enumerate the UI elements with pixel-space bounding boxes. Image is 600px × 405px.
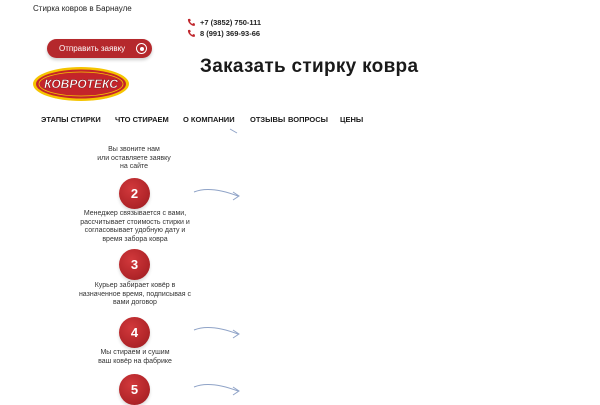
arrow-icon [192, 381, 242, 399]
step-3-circle: 3 [119, 249, 150, 280]
company-logo[interactable] [32, 66, 130, 102]
nav-item-prices[interactable]: ЦЕНЫ [340, 115, 364, 124]
arrow-icon [228, 128, 240, 136]
phone-list [187, 17, 261, 39]
send-request-button[interactable] [47, 39, 152, 58]
top-tagline: Стирка ковров в Барнауле [33, 4, 132, 13]
nav-item-reviews[interactable]: ОТЗЫВЫ [250, 115, 286, 124]
send-request-label: Отправить заявку [59, 44, 126, 53]
section-title: Заказать стирку ковра [200, 56, 419, 77]
nav-item-about[interactable]: О КОМПАНИИ [183, 115, 235, 124]
main-nav [41, 115, 370, 124]
step-2-text: Менеджер связывается с вами, рассчитывает стоимость стирки и согласовывает удобную дату и время забора ковра [80, 210, 190, 243]
phone-item[interactable] [187, 28, 261, 39]
nav-item-what-we-wash[interactable]: ЧТО СТИРАЕМ [115, 115, 169, 124]
step-4-text: Мы стираем и сушим ваш ковёр на фабрике [98, 349, 172, 365]
phone-number-1: +7 (3852) 750-111 [200, 18, 262, 27]
phone-icon [187, 29, 196, 38]
step-2-circle: 2 [119, 178, 150, 209]
step-3-text: Курьер забирает ковёр в назначенное время, подписывая с вами договор [78, 282, 192, 306]
logo-text: КОВРОТЕКС [44, 77, 118, 91]
step-5-circle: 5 [119, 374, 150, 405]
nav-item-questions[interactable]: ВОПРОСЫ [288, 115, 328, 124]
arrow-icon [192, 186, 242, 204]
nav-item-stages[interactable]: ЭТАПЫ СТИРКИ [41, 115, 101, 124]
arrow-icon [192, 324, 242, 342]
phone-icon [187, 18, 196, 27]
step-1-text: Вы звоните нам или оставляете заявку на сайте [97, 146, 171, 170]
phone-item[interactable] [187, 17, 261, 28]
phone-number-2: 8 (991) 369-93-66 [200, 29, 261, 38]
step-4-circle: 4 [119, 317, 150, 348]
target-icon [136, 43, 147, 54]
